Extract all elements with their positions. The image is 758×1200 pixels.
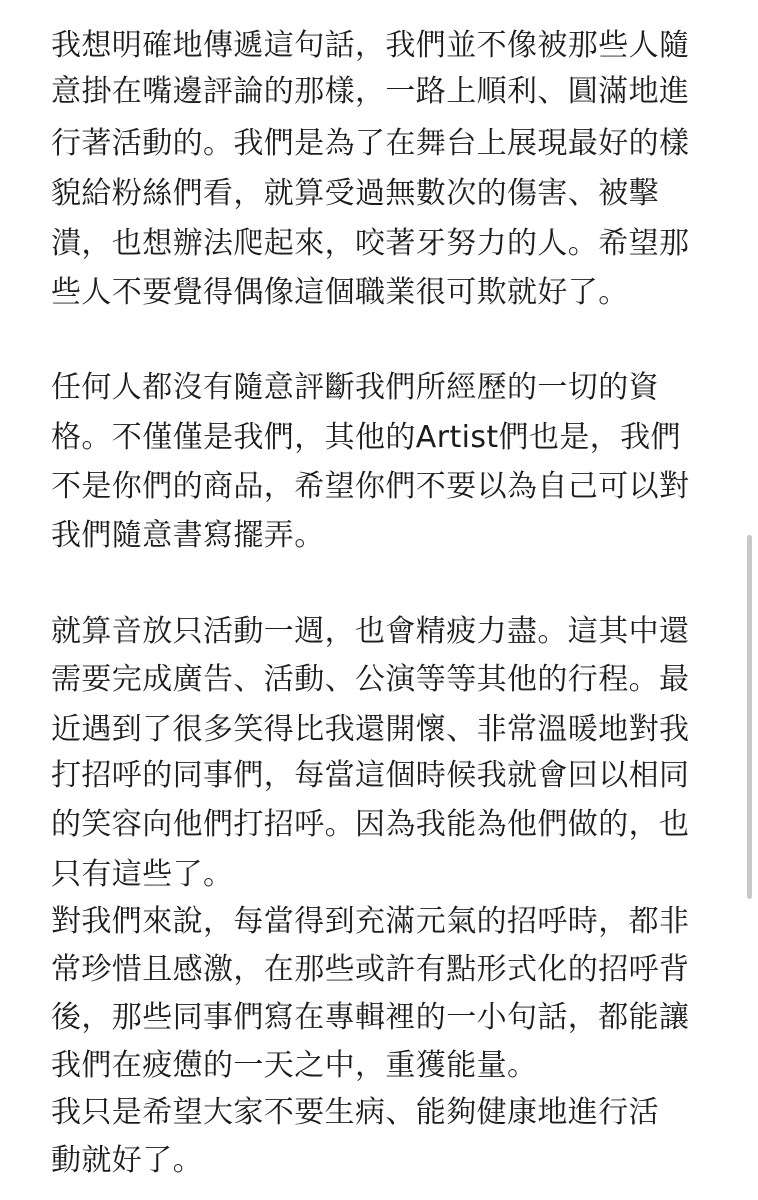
text-line: 的笑容向他們打招呼。因為我能為他們做的，也 bbox=[51, 807, 690, 842]
text-line: 我們隨意書寫擺弄。 bbox=[51, 518, 325, 553]
text-line: 任何人都沒有隨意評斷我們所經歷的一切的資 bbox=[51, 370, 659, 405]
text-line: 我想明確地傳遞這句話，我們並不像被那些人隨 bbox=[51, 28, 690, 63]
text-line: 潰，也想辦法爬起來，咬著牙努力的人。希望那 bbox=[51, 226, 690, 261]
text-line: 常珍惜且感激，在那些或許有點形式化的招呼背 bbox=[51, 952, 690, 987]
vertical-scrollbar-thumb[interactable] bbox=[747, 535, 752, 899]
text-line: 不是你們的商品，希望你們不要以為自己可以對 bbox=[51, 469, 690, 504]
text-line: 後，那些同事們寫在專輯裡的一小句話，都能讓 bbox=[51, 1000, 690, 1035]
text-line: 就算音放只活動一週，也會精疲力盡。這其中還 bbox=[51, 614, 690, 649]
text-line: 些人不要覺得偶像這個職業很可欺就好了。 bbox=[51, 275, 629, 310]
text-line: 我只是希望大家不要生病、能夠健康地進行活 bbox=[51, 1095, 659, 1130]
text-line: 意掛在嘴邊評論的那樣，一路上順利、圓滿地進 bbox=[51, 74, 690, 109]
text-line: 近遇到了很多笑得比我還開懷、非常溫暖地對我 bbox=[51, 712, 690, 747]
text-line: 動就好了。 bbox=[51, 1143, 203, 1178]
text-line: 需要完成廣告、活動、公演等等其他的行程。最 bbox=[51, 662, 690, 697]
text-line: 貌給粉絲們看，就算受過無數次的傷害、被擊 bbox=[51, 176, 659, 211]
text-line: 格。不僅僅是我們，其他的Artist們也是，我們 bbox=[51, 420, 681, 455]
text-line: 只有這些了。 bbox=[51, 857, 234, 892]
text-line: 我們在疲憊的一天之中，重獲能量。 bbox=[51, 1048, 538, 1083]
text-line: 行著活動的。我們是為了在舞台上展現最好的樣 bbox=[51, 126, 690, 161]
text-line: 對我們來說，每當得到充滿元氣的招呼時，都非 bbox=[51, 904, 690, 939]
text-line: 打招呼的同事們，每當這個時候我就會回以相同 bbox=[51, 758, 690, 793]
